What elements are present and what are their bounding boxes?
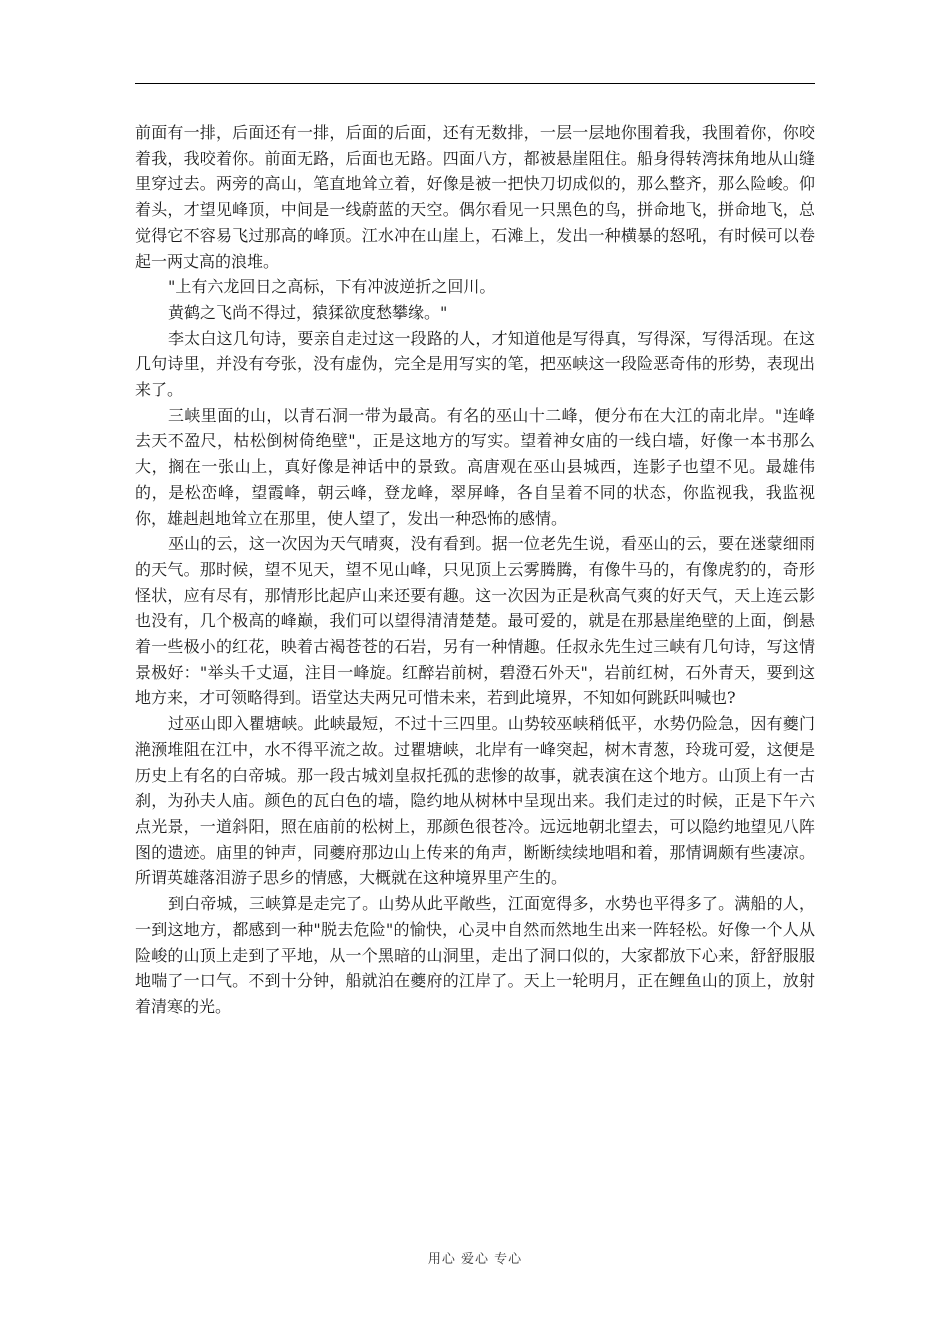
paragraph-1: 前面有一排，后面还有一排，后面的后面，还有无数排，一层一层地你围着我，我围着你，你咬着我，我咬着你。前面无路，后面也无路。四面八方，都被悬崖阻住。船身得转湾抹角地从山缝里穿过去。两旁的高山，笔直地耸立着，好像是被一把快刀切成似的，那么整齐，那么险峻。仰着头，才望见峰顶，中间是一线蔚蓝的天空。偶尔看见一只黑色的鸟，拼命地飞，拼命地飞，总觉得它不容易飞过那高的峰顶。江水冲在山崖上，石滩上，发出一种横暴的怒吼，有时候可以卷起一两丈高的浪堆。 (135, 123, 815, 271)
article-body (135, 120, 815, 1020)
page-footer: 用心 爱心 专心 (427, 1252, 523, 1267)
paragraph-li-taibai: 李太白这几句诗，要亲自走过这一段路的人，才知道他是写得真，写得深，写得活现。在这几句诗里，并没有夸张，没有虚伪，完全是用写实的笔，把巫峡这一段险恶奇伟的形势，表现出来了。 (135, 328, 815, 400)
poem-line-1: "上有六龙回日之高标，下有冲波逆折之回川。 (168, 277, 496, 297)
poem-line-2: 黄鹤之飞尚不得过，猿猱欲度愁攀缘。" (168, 302, 448, 322)
paragraph-qutang-gorge: 过巫山即入瞿塘峡。此峡最短，不过十三四里。山势较巫峡稍低平，水势仍险急，因有夔门滟滪堆阻在江中，水不得平流之故。过瞿塘峡，北岸有一峰突起，树木青葱，玲珑可爱，这便是历史上有名的白帝城。那一段古城刘皇叔托孤的悲惨的故事，就表演在这个地方。山顶上有一古刹，为孙夫人庙。颜色的瓦白色的墙，隐约地从树林中呈现出来。我们走过的时候，正是下午六点光景，一道斜阳，照在庙前的松树上，那颜色很苍冷。远远地朝北望去，可以隐约地望见八阵图的遗迹。庙里的钟声，同夔府那边山上传来的角声，断断续续地唱和着，那情调颇有些凄凉。所谓英雄落泪游子思乡的情感，大概就在这种境界里产生的。 (135, 714, 815, 888)
paragraph-mountains: 三峡里面的山，以青石洞一带为最高。有名的巫山十二峰，便分布在大江的南北岸。"连峰去天不盈尺，枯松倒树倚绝壁"，正是这地方的写实。望着神女庙的一线白墙，好像一本书那么大，搁在一张山上，真好像是神话中的景致。高唐观在巫山县城西，连影子也望不见。最雄伟的，是松峦峰，望霞峰，朝云峰，登龙峰，翠屏峰，各自呈着不同的状态，你监视我，我监视你，雄赳赳地耸立在那里，使人望了，发出一种恐怖的感情。 (135, 405, 815, 528)
header-rule (135, 83, 815, 84)
paragraph-clouds: 巫山的云，这一次因为天气晴爽，没有看到。据一位老先生说，看巫山的云，要在迷蒙细雨的天气。那时候，望不见天，望不见山峰，只见顶上云雾腾腾，有像牛马的，有像虎豹的，奇形怪状，应有尽有，那情形比起庐山来还要有趣。这一次因为正是秋高气爽的好天气，天上连云影也没有，几个极高的峰巅，我们可以望得清清楚楚。最可爱的，就是在那悬崖绝壁的上面，倒悬着一些极小的红花，映着古褐苍苍的石岩，另有一种情趣。任叔永先生过三峡有几句诗，写这情景极好："举头千丈逼，注目一峰旋。红醉岩前树，碧澄石外天"，岩前红树，石外青天，要到这地方来，才可领略得到。语堂达夫两兄可惜未来，若到此境界，不知如何跳跃叫喊也? (135, 534, 815, 708)
paragraph-baidi-city: 到白帝城，三峡算是走完了。山势从此平敞些，江面宽得多，水势也平得多了。满船的人，一到这地方，都感到一种"脱去危险"的愉快，心灵中自然而然地生出来一阵轻松。好像一个人从险峻的山顶上走到了平地，从一个黑暗的山洞里，走出了洞口似的，大家都放下心来，舒舒服服地喘了一口气。不到十分钟，船就泊在夔府的江岸了。天上一轮明月，正在鲤鱼山的顶上，放射着清寒的光。 (135, 894, 815, 1016)
